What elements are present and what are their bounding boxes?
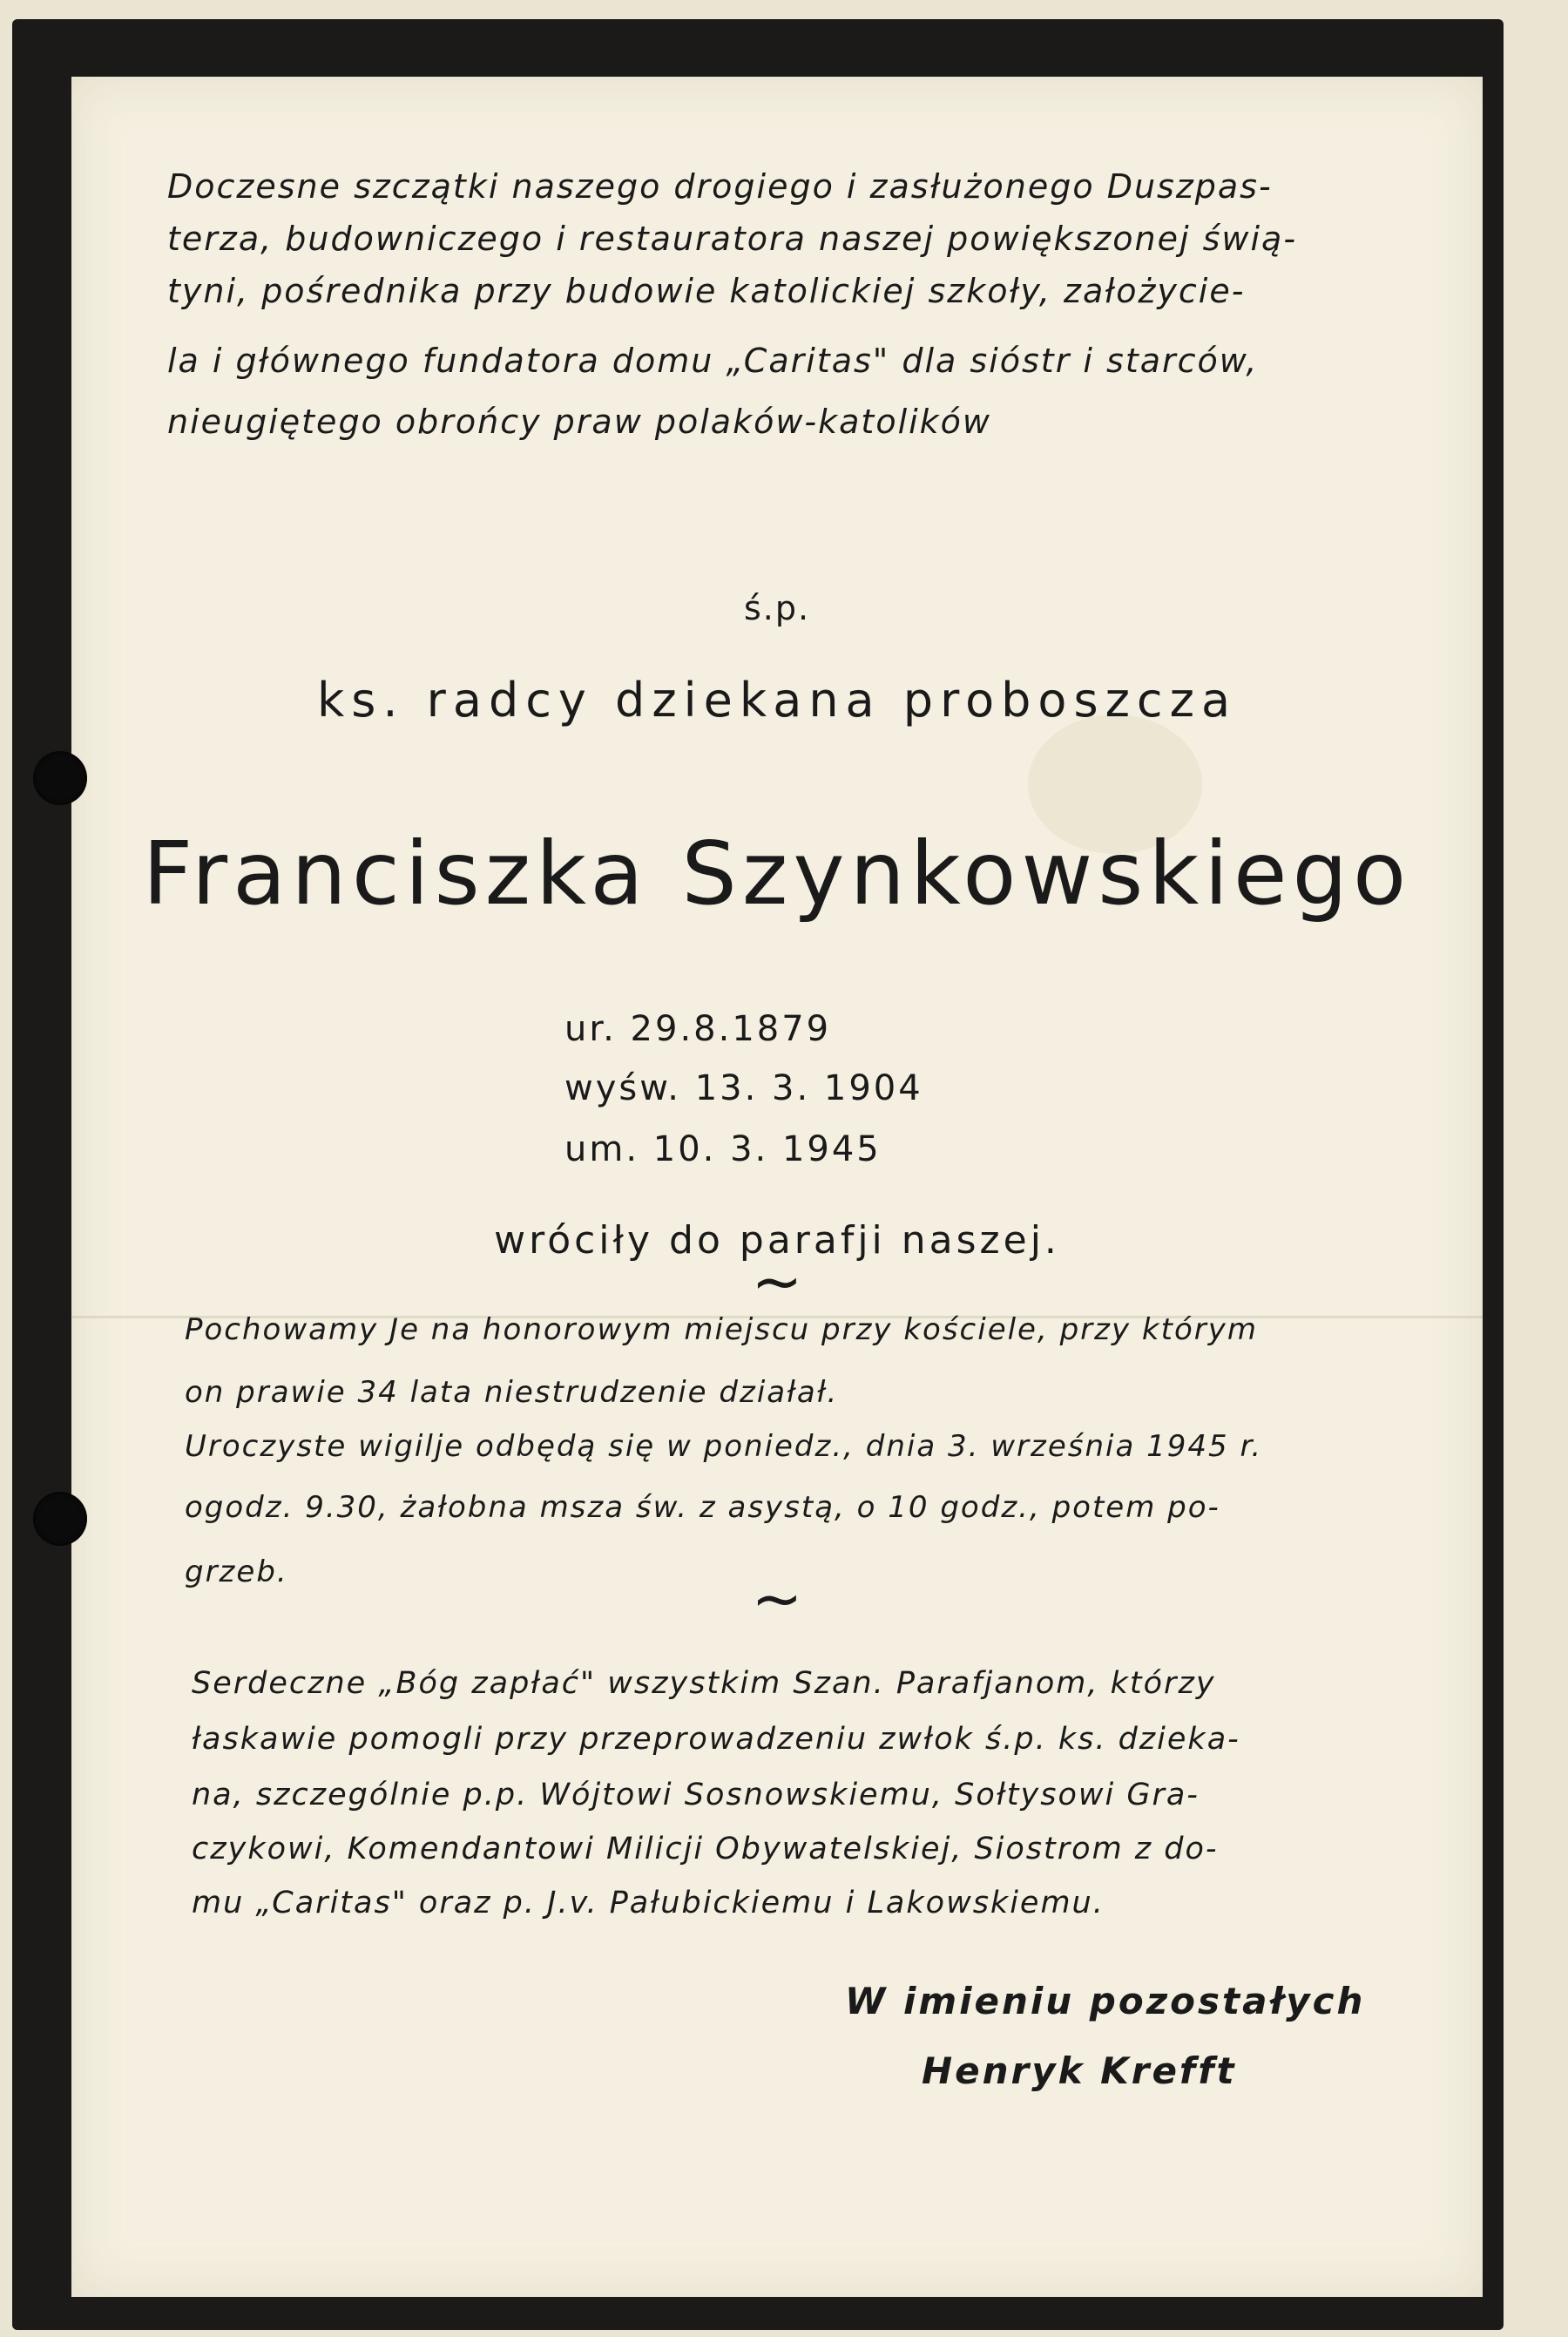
returned-line: wróciły do parafji naszej. [494, 1218, 1060, 1263]
intro-line: nieugiętego obrońcy praw polaków-katolików [167, 403, 992, 441]
funeral-line: Uroczyste wigilje odbędą się w poniedz., dnia 3. września 1945 r. [185, 1429, 1263, 1464]
clergy-title: ks. radcy dziekana proboszcza [316, 673, 1238, 728]
funeral-line: ogodz. 9.30, żałobna msza św. z asystą, o 10 godz., potem po- [185, 1490, 1220, 1525]
thanks-line: na, szczególnie p.p. Wójtowi Sosnowskiemu, Sołtysowi Gra- [192, 1778, 1200, 1812]
intro-line: Doczesne szczątki naszego drogiego i zasłużonego Duszpas- [167, 167, 1273, 206]
funeral-line: grzeb. [185, 1555, 288, 1589]
abbreviation-sp: ś.p. [743, 589, 811, 627]
thanks-line: mu „Caritas" oraz p. J.v. Pałubickiemu i Lakowskiemu. [192, 1886, 1105, 1920]
funeral-line: on prawie 34 lata niestrudzenie działał. [185, 1375, 839, 1410]
thanks-line: czykowi, Komendantowi Milicji Obywatelskiej, Siostrom z do- [192, 1832, 1219, 1866]
funeral-line: Pochowamy Je na honorowym miejscu przy kościele, przy którym [185, 1312, 1258, 1347]
intro-line: terza, budowniczego i restauratora naszej powiększonej świą- [167, 220, 1298, 258]
signature-line: W imieniu pozostałych [845, 1980, 1366, 2022]
date-ordained: wyśw. 13. 3. 1904 [564, 1068, 923, 1108]
punch-hole [33, 751, 87, 805]
signature-name: Henryk Krefft [922, 2049, 1237, 2092]
thanks-line: Serdeczne „Bóg zapłać" wszystkim Szan. Parafjanom, którzy [192, 1666, 1216, 1701]
intro-line: tyni, pośrednika przy budowie katolickiej szkoły, założycie- [167, 272, 1246, 310]
date-died: um. 10. 3. 1945 [564, 1129, 882, 1169]
date-born: ur. 29.8.1879 [564, 1009, 832, 1049]
thanks-line: łaskawie pomogli przy przeprowadzeniu zwłok ś.p. ks. dzieka- [192, 1722, 1240, 1757]
deceased-name: Franciszka Szynkowskiego [142, 823, 1412, 925]
punch-hole [33, 1492, 87, 1546]
section-divider: ~ [751, 1246, 803, 1318]
intro-line: la i głównego fundatora domu „Caritas" dla sióstr i starców, [167, 342, 1259, 380]
section-divider: ~ [751, 1563, 803, 1635]
